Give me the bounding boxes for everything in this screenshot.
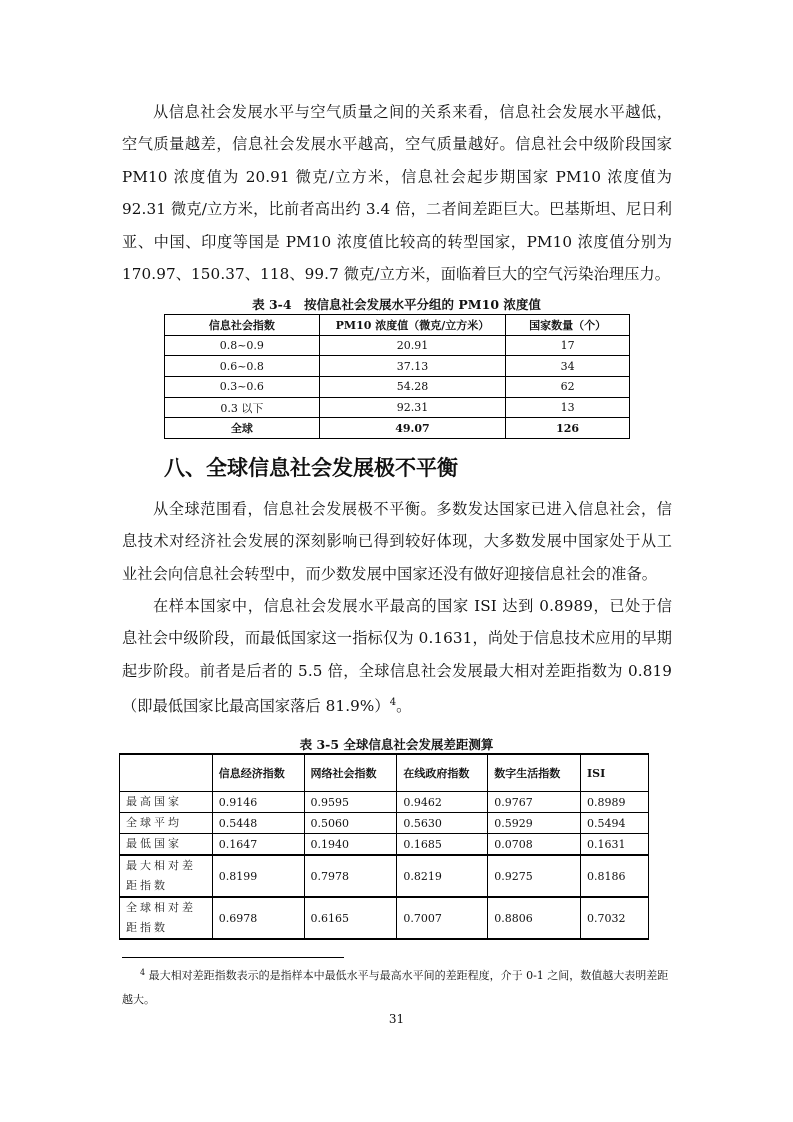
table-3-5-caption: 表 3-5 全球信息社会发展差距测算 [299, 737, 494, 752]
footnote-mark: 4 [140, 968, 146, 977]
table-cell: 0.6978 [212, 897, 304, 939]
paragraph-sample-countries: 在样本国家中，信息社会发展水平最高的国家 ISI 达到 0.8989，已处于信息社会中级阶段，而最低国家这一指标仅为 0.1631，尚处于信息技术应用的早期起步阶段。前者是后者的 5.5 倍，全球信息社会发展最大相对差距指数为 0.819（即最低国家比最高国家落后 81.9%）$^4$。 [122, 597, 672, 716]
table-cell: 0.5448 [212, 813, 304, 834]
table-3-4 [164, 314, 630, 439]
table-row [120, 834, 649, 856]
table-cell: 0.8~0.9 [165, 335, 320, 356]
table-cell: 13 [506, 397, 630, 418]
table-cell: 0.7978 [304, 855, 397, 897]
table-cell: 37.13 [319, 356, 506, 377]
table-total-row [165, 418, 630, 439]
header-cell: PM10 浓度值（微克/立方米） [319, 315, 506, 336]
table-row [120, 813, 649, 834]
table-cell: 0.9275 [488, 855, 581, 897]
header-cell: 信息社会指数 [165, 315, 320, 336]
header-cell: 信息经济指数 [212, 754, 304, 792]
table-3-4-caption: 表 3-4 按信息社会发展水平分组的 PM10 浓度值 [252, 297, 541, 312]
table-row [165, 377, 630, 398]
row-label: 最低国家 [120, 834, 213, 856]
table-cell: 126 [506, 418, 630, 439]
header-cell: 在线政府指数 [397, 754, 488, 792]
header-cell: 数字生活指数 [488, 754, 581, 792]
table-cell: 0.5060 [304, 813, 397, 834]
paragraph-air-quality: 从信息社会发展水平与空气质量之间的关系来看，信息社会发展水平越低，空气质量越差，信息社会发展水平越高，空气质量越好。信息社会中级阶段国家 PM10 浓度值为 20.91 微克/立方米，信息社会起步期国家 PM10 浓度值为 92.31 微克/立方米，比前者高出约 3.4 倍，二者间差距巨大。巴基斯坦、尼日利亚、中国、印度等国是 PM10 浓度值比较高的转型国家，PM10 浓度值分别为 170.97、150.37、118、99.7 微克/立方米，面临着巨大的空气污染治理压力。 [122, 103, 672, 284]
row-label: 全球相对差距指数 [120, 897, 213, 939]
table-cell: 0.5630 [397, 813, 488, 834]
section-heading: 八、全球信息社会发展极不平衡 [164, 456, 458, 480]
table-cell: 0.8989 [581, 792, 649, 813]
table-cell: 0.0708 [488, 834, 581, 856]
table-cell: 62 [506, 377, 630, 398]
table-cell: 0.8806 [488, 897, 581, 939]
header-cell: 网络社会指数 [304, 754, 397, 792]
table-cell: 0.7007 [397, 897, 488, 939]
row-label: 最高国家 [120, 792, 213, 813]
table-cell: 54.28 [319, 377, 506, 398]
table-row [165, 356, 630, 377]
table-header-row [120, 754, 649, 792]
table-cell: 全球 [165, 418, 320, 439]
table-cell: 34 [506, 356, 630, 377]
page-number: 31 [388, 1012, 405, 1026]
footnote [122, 961, 674, 1012]
header-cell: ISI [581, 754, 649, 792]
table-cell: 0.9767 [488, 792, 581, 813]
paragraph-global-imbalance: 从全球范围看，信息社会发展极不平衡。多数发达国家已进入信息社会，信息技术对经济社会发展的深刻影响已得到较好体现，大多数发展中国家处于从工业社会向信息社会转型中，而少数发展中国家还没有做好迎接信息社会的准备。 [122, 500, 672, 583]
table-cell: 0.3~0.6 [165, 377, 320, 398]
table-cell: 0.7032 [581, 897, 649, 939]
table-cell: 0.8219 [397, 855, 488, 897]
table-cell: 20.91 [319, 335, 506, 356]
table-3-5 [119, 753, 649, 940]
table-cell: 0.9595 [304, 792, 397, 813]
table-cell: 17 [506, 335, 630, 356]
table-cell: 0.9462 [397, 792, 488, 813]
table-row [165, 335, 630, 356]
table-cell: 0.1631 [581, 834, 649, 856]
table-cell: 0.8186 [581, 855, 649, 897]
table-row [165, 397, 630, 418]
table-cell: 0.6~0.8 [165, 356, 320, 377]
table-cell: 92.31 [319, 397, 506, 418]
table-row [120, 897, 649, 939]
table-header-row [165, 315, 630, 336]
table-cell: 0.1685 [397, 834, 488, 856]
row-label: 最大相对差距指数 [120, 855, 213, 897]
table-row [120, 792, 649, 813]
footnote-ref[interactable]: 4 [389, 697, 397, 709]
table-cell: 0.3 以下 [165, 397, 320, 418]
table-cell: 0.1647 [212, 834, 304, 856]
table-cell: 0.1940 [304, 834, 397, 856]
header-cell: 国家数量（个） [506, 315, 630, 336]
table-cell: 0.8199 [212, 855, 304, 897]
table-cell: 0.6165 [304, 897, 397, 939]
footnote-text: 最大相对差距指数表示的是指样本中最低水平与最高水平间的差距程度，介于 0-1 之间，数值越大表明差距越大。 [122, 969, 669, 1006]
table-row [120, 855, 649, 897]
table-cell: 0.5494 [581, 813, 649, 834]
table-cell: 0.5929 [488, 813, 581, 834]
row-label: 全球平均 [120, 813, 213, 834]
header-cell [120, 754, 213, 792]
footnote-divider [122, 957, 344, 958]
table-cell: 49.07 [319, 418, 506, 439]
table-cell: 0.9146 [212, 792, 304, 813]
